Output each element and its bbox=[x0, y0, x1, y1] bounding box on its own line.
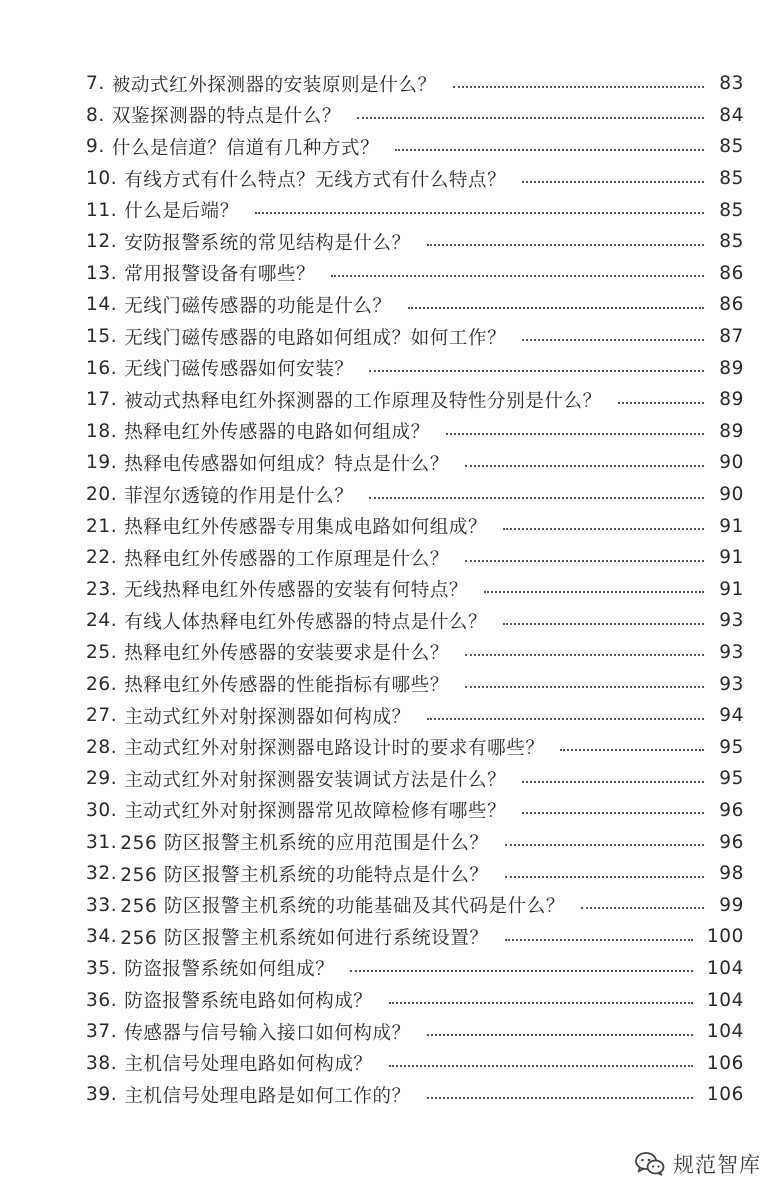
toc-entry bbox=[86, 68, 744, 100]
dot-leader bbox=[427, 718, 704, 720]
dot-leader bbox=[427, 1097, 693, 1099]
dot-leader bbox=[465, 686, 704, 688]
toc-entry-page: 90 bbox=[719, 452, 744, 474]
toc-entry-page: 104 bbox=[706, 957, 744, 979]
dot-leader bbox=[581, 907, 704, 909]
toc-entry-page: 85 bbox=[719, 168, 744, 190]
toc-entry-title: 主动式红外对射探测器安装调试方法是什么？ bbox=[124, 769, 507, 791]
toc-entry-page: 98 bbox=[719, 863, 744, 885]
toc-entry-number: 9. bbox=[86, 136, 105, 158]
toc-entry-page: 85 bbox=[719, 231, 744, 253]
dot-leader bbox=[389, 1002, 693, 1004]
toc-entry-title: 传感器与信号输入接口如何构成？ bbox=[124, 1022, 411, 1044]
toc-entry-title: 防盗报警系统如何组成？ bbox=[124, 959, 335, 981]
toc-entry-page: 91 bbox=[719, 515, 744, 537]
dot-leader bbox=[369, 497, 704, 499]
toc-entry-title: 热释电红外传感器的电路如何组成？ bbox=[124, 422, 430, 444]
toc-entry-number: 37. bbox=[86, 1021, 118, 1043]
toc-entry-page: 96 bbox=[719, 831, 744, 853]
dot-leader bbox=[255, 212, 704, 214]
toc-entry-number: 30. bbox=[86, 799, 118, 821]
watermark-text: 规范智库 bbox=[673, 1153, 761, 1177]
toc-entry-number: 33. bbox=[86, 894, 118, 916]
dot-leader bbox=[465, 654, 704, 656]
toc-entry bbox=[86, 795, 744, 827]
toc-entry-number: 28. bbox=[86, 736, 118, 758]
toc-entry-number: 12. bbox=[86, 231, 118, 253]
toc-entry bbox=[86, 1079, 744, 1111]
dot-leader bbox=[560, 749, 704, 751]
toc-entry-title: 什么是信道？信道有几种方式？ bbox=[111, 137, 380, 159]
toc-entry bbox=[86, 416, 744, 448]
toc-entry-number: 17. bbox=[86, 389, 118, 411]
toc-entry-number: 36. bbox=[86, 989, 118, 1011]
toc-entry-page: 104 bbox=[706, 989, 744, 1011]
toc-entry-title: 热释电传感器如何组成？特点是什么？ bbox=[124, 453, 449, 475]
toc-entry-page: 89 bbox=[719, 389, 744, 411]
toc-entry-page: 89 bbox=[719, 357, 744, 379]
toc-entry-number: 15. bbox=[86, 326, 118, 348]
toc-entry-number: 13. bbox=[86, 262, 118, 284]
toc-entry bbox=[86, 194, 744, 226]
dot-leader bbox=[389, 1065, 693, 1067]
dot-leader bbox=[503, 528, 704, 530]
toc-entry-title: 热释电红外传感器的性能指标有哪些？ bbox=[124, 675, 449, 697]
toc-entry-title: 256 防区报警主机系统的功能基础及其代码是什么？ bbox=[120, 896, 565, 918]
toc-entry bbox=[86, 763, 744, 795]
dot-leader bbox=[427, 244, 704, 246]
dot-leader bbox=[357, 117, 704, 119]
toc-entry-number: 31. bbox=[86, 831, 118, 853]
toc-entry-title: 主机信号处理电路是如何工作的？ bbox=[124, 1085, 411, 1107]
toc-entry bbox=[86, 858, 744, 890]
toc-entry-title: 无线门磁传感器的功能是什么？ bbox=[124, 295, 392, 317]
toc-entry-title: 主动式红外对射探测器电路设计时的要求有哪些？ bbox=[124, 738, 545, 760]
dot-leader bbox=[395, 149, 704, 151]
toc-entry bbox=[86, 131, 744, 163]
toc-entry-number: 38. bbox=[86, 1052, 118, 1074]
toc-entry bbox=[86, 226, 744, 258]
toc-entry bbox=[86, 1047, 744, 1079]
toc-entry bbox=[86, 479, 744, 511]
toc-entry-number: 10. bbox=[86, 168, 118, 190]
toc-entry bbox=[86, 668, 744, 700]
toc-entry-title: 256 防区报警主机系统的功能特点是什么？ bbox=[120, 864, 489, 886]
toc-entry bbox=[86, 289, 744, 321]
toc-entry-title: 256 防区报警主机系统的应用范围是什么？ bbox=[120, 833, 489, 855]
toc-entry-page: 95 bbox=[719, 768, 744, 790]
toc-entry-number: 23. bbox=[86, 578, 118, 600]
toc-entry bbox=[86, 258, 744, 290]
toc-entry-number: 32. bbox=[86, 863, 118, 885]
toc-entry-title: 无线门磁传感器的电路如何组成？如何工作？ bbox=[124, 327, 507, 349]
toc-entry-number: 27. bbox=[86, 705, 118, 727]
toc-entry-page: 85 bbox=[719, 199, 744, 221]
toc-entry bbox=[86, 510, 744, 542]
toc-entry bbox=[86, 731, 744, 763]
toc-entry bbox=[86, 1016, 744, 1048]
dot-leader bbox=[505, 876, 704, 878]
toc-entry-page: 86 bbox=[719, 262, 744, 284]
toc-entry-page: 93 bbox=[719, 673, 744, 695]
dot-leader bbox=[505, 844, 704, 846]
toc-entry-page: 95 bbox=[719, 736, 744, 758]
dot-leader bbox=[522, 181, 704, 183]
dot-leader bbox=[369, 370, 704, 372]
toc-entry-title: 无线热释电红外传感器的安装有何特点？ bbox=[124, 580, 469, 602]
toc-entry-page: 84 bbox=[719, 104, 744, 126]
toc-entry-page: 85 bbox=[719, 136, 744, 158]
toc-entry-title: 安防报警系统的常见结构是什么？ bbox=[124, 232, 411, 254]
toc-entry-title: 菲涅尔透镜的作用是什么？ bbox=[124, 485, 354, 507]
dot-leader bbox=[484, 591, 704, 593]
toc-entry-page: 90 bbox=[719, 484, 744, 506]
toc-entry-page: 96 bbox=[719, 799, 744, 821]
toc-entry bbox=[86, 384, 744, 416]
toc-entry-number: 34. bbox=[86, 926, 118, 948]
dot-leader bbox=[446, 433, 704, 435]
dot-leader bbox=[522, 812, 704, 814]
toc-entry-number: 7. bbox=[86, 73, 105, 95]
wechat-icon bbox=[635, 1152, 665, 1176]
dot-leader bbox=[618, 402, 704, 404]
toc-entry-title: 主动式红外对射探测器常见故障检修有哪些？ bbox=[124, 801, 507, 823]
dot-leader bbox=[465, 465, 704, 467]
toc-entry-number: 11. bbox=[86, 199, 118, 221]
toc-entry-number: 25. bbox=[86, 641, 118, 663]
toc-entry bbox=[86, 163, 744, 195]
toc-entry-title: 主机信号处理电路如何构成？ bbox=[124, 1054, 373, 1076]
dot-leader bbox=[350, 970, 693, 972]
toc-entry bbox=[86, 921, 744, 953]
toc-entry-number: 14. bbox=[86, 294, 118, 316]
toc-entry-number: 26. bbox=[86, 673, 118, 695]
toc-entry-page: 99 bbox=[719, 894, 744, 916]
toc-entry bbox=[86, 700, 744, 732]
toc-entry bbox=[86, 447, 744, 479]
toc-entry-page: 89 bbox=[719, 420, 744, 442]
toc-entry-title: 无线门磁传感器如何安装？ bbox=[124, 359, 354, 381]
dot-leader bbox=[522, 339, 704, 341]
toc-entry-number: 21. bbox=[86, 515, 118, 537]
toc-entry-title: 什么是后端？ bbox=[124, 201, 239, 223]
toc-entry-number: 35. bbox=[86, 957, 118, 979]
dot-leader bbox=[453, 86, 704, 88]
toc-entry bbox=[86, 605, 744, 637]
toc-entry-title: 热释电红外传感器的工作原理是什么？ bbox=[124, 548, 449, 570]
toc-entry-number: 8. bbox=[86, 104, 105, 126]
toc-entry-number: 22. bbox=[86, 547, 118, 569]
toc-entry-title: 双鉴探测器的特点是什么？ bbox=[111, 106, 342, 128]
toc-entry-page: 93 bbox=[719, 641, 744, 663]
toc-entry-title: 被动式热释电红外探测器的工作原理及特性分别是什么？ bbox=[124, 390, 602, 412]
toc-entry-title: 防盗报警系统电路如何构成？ bbox=[124, 991, 373, 1013]
dot-leader bbox=[427, 1034, 693, 1036]
toc-entry-page: 104 bbox=[706, 1021, 744, 1043]
toc-entry-page: 91 bbox=[719, 547, 744, 569]
toc-entry-title: 有线人体热释电红外传感器的特点是什么？ bbox=[124, 611, 488, 633]
toc-entry bbox=[86, 637, 744, 669]
toc-entry bbox=[86, 321, 744, 353]
toc-entry-page: 91 bbox=[719, 578, 744, 600]
toc-entry-page: 83 bbox=[719, 73, 744, 95]
dot-leader bbox=[522, 781, 704, 783]
toc-entry-title: 常用报警设备有哪些？ bbox=[124, 264, 316, 286]
toc-entry-title: 有线方式有什么特点？无线方式有什么特点？ bbox=[124, 169, 507, 191]
toc-entry bbox=[86, 953, 744, 985]
toc-entry bbox=[86, 574, 744, 606]
toc-entry-title: 热释电红外传感器专用集成电路如何组成？ bbox=[124, 517, 488, 539]
toc-entry-number: 19. bbox=[86, 452, 118, 474]
toc-entry bbox=[86, 826, 744, 858]
toc-entry-title: 热释电红外传感器的安装要求是什么？ bbox=[124, 643, 449, 665]
dot-leader bbox=[465, 560, 704, 562]
toc-entry-number: 16. bbox=[86, 357, 118, 379]
toc-entry-page: 87 bbox=[719, 326, 744, 348]
toc-entry-page: 94 bbox=[719, 705, 744, 727]
toc-entry-number: 29. bbox=[86, 768, 118, 790]
dot-leader bbox=[331, 275, 704, 277]
toc-entry-page: 93 bbox=[719, 610, 744, 632]
toc-entry-page: 100 bbox=[706, 926, 744, 948]
toc-entry-title: 256 防区报警主机系统如何进行系统设置？ bbox=[120, 927, 489, 949]
toc-entry-page: 106 bbox=[706, 1052, 744, 1074]
dot-leader bbox=[505, 939, 693, 941]
toc-entry-number: 39. bbox=[86, 1084, 118, 1106]
toc-entry-number: 18. bbox=[86, 420, 118, 442]
table-of-contents bbox=[86, 68, 744, 1111]
toc-entry-title: 主动式红外对射探测器如何构成？ bbox=[124, 706, 411, 728]
toc-entry-number: 20. bbox=[86, 484, 118, 506]
dot-leader bbox=[408, 307, 704, 309]
toc-entry bbox=[86, 889, 744, 921]
toc-entry bbox=[86, 100, 744, 132]
toc-entry-page: 86 bbox=[719, 294, 744, 316]
watermark bbox=[635, 1149, 761, 1179]
toc-entry-number: 24. bbox=[86, 610, 118, 632]
toc-entry-page: 106 bbox=[706, 1084, 744, 1106]
toc-entry bbox=[86, 542, 744, 574]
toc-entry bbox=[86, 984, 744, 1016]
toc-entry-title: 被动式红外探测器的安装原则是什么？ bbox=[111, 74, 437, 96]
toc-entry bbox=[86, 352, 744, 384]
dot-leader bbox=[503, 623, 704, 625]
